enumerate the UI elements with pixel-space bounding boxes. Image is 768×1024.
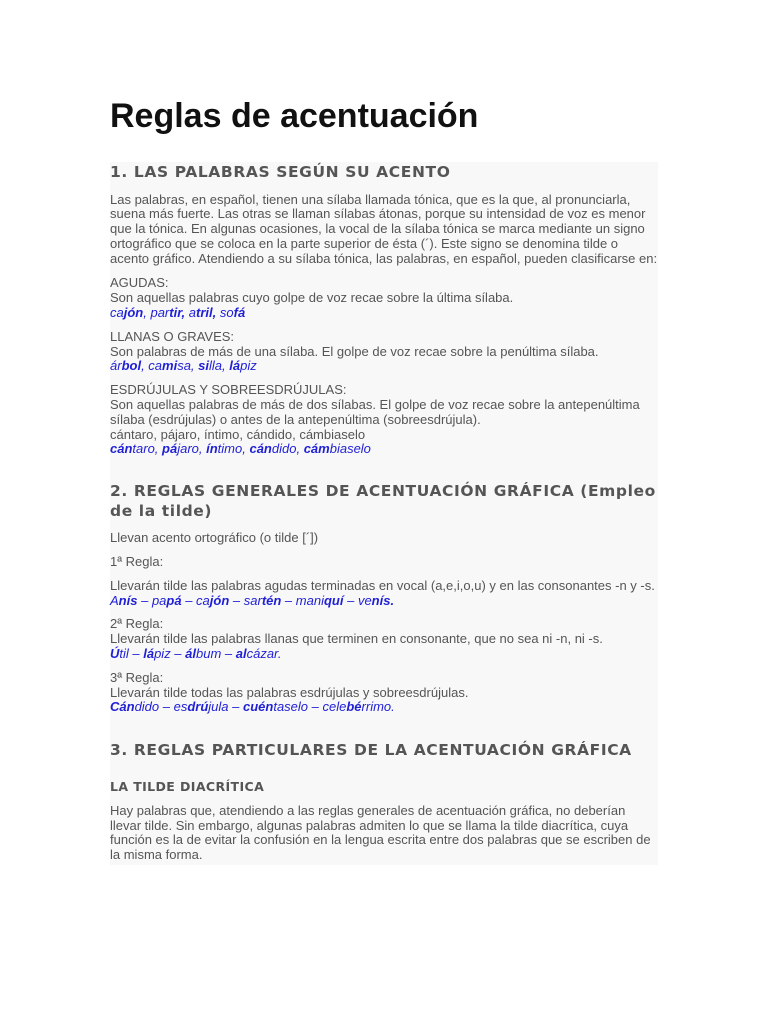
section-1-heading: 1. LAS PALABRAS SEGÚN SU ACENTO	[110, 163, 451, 181]
example-word-pre: ca	[196, 592, 210, 608]
rule-1-examples	[110, 594, 658, 609]
example-word-stress: quí	[323, 592, 344, 608]
example-word-stress: ín	[206, 441, 218, 457]
example-word-stress: tén	[261, 592, 282, 608]
llanas-label: LLANAS O GRAVES:	[110, 328, 235, 344]
example-word-stress: tir,	[169, 305, 186, 321]
example-word-pre: mani	[295, 592, 324, 608]
example-word-pre: ár	[110, 358, 122, 374]
agudas-label: AGUDAS:	[110, 275, 169, 291]
example-word-stress: drú	[187, 699, 209, 715]
example-word-post: taro,	[132, 441, 163, 457]
example-word-stress: cuén	[243, 699, 274, 715]
rule-2-text: Llevarán tilde las palabras llanas que terminen en consonante, que no sea ni -n, ni -s.	[110, 631, 603, 647]
rule-1-text: Llevarán tilde las palabras agudas terminadas en vocal (a,e,i,o,u) y en las consonantes -n y -s.	[110, 577, 655, 593]
example-word-post: –	[343, 592, 358, 608]
esdrujulas-block	[110, 383, 658, 457]
example-word	[162, 441, 206, 456]
rule-3-block	[110, 671, 658, 715]
example-word	[206, 441, 249, 456]
example-word-stress: cám	[303, 441, 330, 457]
example-word-pre: ca	[110, 305, 124, 321]
page-title: Reglas de acentuación	[110, 97, 479, 135]
example-word-post: rrimo.	[361, 699, 395, 715]
example-word	[244, 593, 296, 608]
example-word-stress: al	[235, 646, 247, 662]
llanas-block	[110, 330, 658, 374]
example-word	[110, 358, 148, 373]
example-word	[296, 593, 358, 608]
example-word-pre: A	[110, 592, 119, 608]
rule-2-examples	[110, 647, 658, 662]
rule-3-label: 3ª Regla:	[110, 669, 164, 685]
section-3-heading: 3. REGLAS PARTICULARES DE LA ACENTUACIÓN GRÁFICA	[110, 741, 632, 760]
example-word-post: –	[281, 592, 296, 608]
example-word-post: lla,	[209, 358, 230, 374]
example-word	[323, 699, 395, 714]
example-word-stress: pá	[162, 441, 178, 457]
example-word	[236, 646, 282, 661]
esdrujulas-plain: cántaro, pájaro, íntimo, cándido, cámbiaselo	[110, 426, 366, 442]
esdrujulas-text: Son aquellas palabras de más de dos sílabas. El golpe de voz recae sobre la antepenúltima sílaba (esdrújulas) o antes de la antepenúltima (sobreesdrújula).	[110, 397, 640, 427]
example-word-post: –	[137, 592, 152, 608]
example-word	[249, 441, 303, 456]
example-word	[196, 593, 244, 608]
example-word	[150, 305, 188, 320]
example-word	[143, 646, 185, 661]
example-word-stress: bé	[346, 699, 362, 715]
example-word-pre: cele	[322, 699, 347, 715]
example-word-stress: mi	[162, 358, 178, 374]
example-word-pre: par	[150, 305, 170, 321]
section-1-intro: Las palabras, en español, tienen una sílaba llamada tónica, que es la que, al pronunciarla, suena más fuerte. Las otras se llaman sílabas átonas, porque su intensidad de voz es menor que la tónica. En algunas ocasiones, la vocal de la sílaba tónica se marca mediante un signo ortográfico que se coloca en la parte superior de ésta (´). Este signo se denomina tilde o acento gráfico. Atendiendo a su sílaba tónica, las palabras, en español, pueden clasificarse en:	[110, 191, 658, 266]
example-word-post: dido,	[271, 441, 304, 457]
content-panel	[110, 162, 658, 865]
example-word-post: ,	[143, 305, 151, 321]
example-word	[243, 699, 323, 714]
rule-1-label: 1ª Regla:	[110, 554, 164, 570]
example-word-post: jaro,	[177, 441, 207, 457]
rule-1-block	[110, 579, 658, 609]
example-word	[152, 593, 196, 608]
example-word-pre: pa	[151, 592, 167, 608]
example-word-post: biaselo	[329, 441, 371, 457]
example-word-stress: ál	[185, 646, 196, 662]
esdrujulas-label: ESDRÚJULAS Y SOBREESDRÚJULAS:	[110, 382, 347, 398]
example-word-stress: tril,	[196, 305, 217, 321]
example-word-stress: bol	[121, 358, 142, 374]
example-word-post: bum –	[196, 646, 236, 662]
example-word-pre: es	[173, 699, 188, 715]
agudas-text: Son aquellas palabras cuyo golpe de voz recae sobre la última sílaba.	[110, 290, 514, 306]
example-word-stress: nís.	[371, 592, 395, 608]
example-word-post: taselo –	[273, 699, 323, 715]
section-2-heading: 2. REGLAS GENERALES DE ACENTUACIÓN GRÁFICA (Empleo de la tilde)	[110, 482, 656, 520]
example-word-post: piz	[240, 358, 257, 374]
esdrujulas-examples	[110, 442, 658, 457]
example-word	[220, 305, 245, 320]
example-word-post: sa,	[177, 358, 199, 374]
example-word-stress: jón	[209, 592, 230, 608]
example-word	[110, 593, 152, 608]
example-word-stress: lá	[229, 358, 241, 374]
example-word	[110, 646, 143, 661]
example-word-stress: cán	[110, 441, 133, 457]
example-word	[110, 441, 162, 456]
example-word-pre: ve	[357, 592, 372, 608]
example-word-stress: si	[198, 358, 210, 374]
llanas-examples	[110, 359, 658, 374]
example-word	[174, 699, 243, 714]
example-word-stress: pá	[166, 592, 182, 608]
example-word-stress: Ú	[110, 646, 120, 662]
example-word-post: timo,	[217, 441, 250, 457]
agudas-examples	[110, 306, 658, 321]
llanas-text: Son palabras de más de una sílaba. El golpe de voz recae sobre la penúltima sílaba.	[110, 343, 599, 359]
tilde-diacritica-heading: LA TILDE DIACRÍTICA	[110, 778, 265, 794]
example-word	[229, 358, 256, 373]
example-word-stress: nís	[118, 592, 138, 608]
example-word	[189, 305, 220, 320]
rule-2-label: 2ª Regla:	[110, 616, 164, 632]
example-word-pre: so	[219, 305, 234, 321]
example-word-post: ,	[141, 358, 149, 374]
example-word	[358, 593, 394, 608]
rule-3-text: Llevarán tilde todas las palabras esdrújulas y sobreesdrújulas.	[110, 684, 469, 700]
agudas-block	[110, 276, 658, 320]
example-word	[185, 646, 236, 661]
rule-3-examples	[110, 700, 658, 715]
example-word-pre: a	[188, 305, 197, 321]
example-word	[148, 358, 198, 373]
example-word-stress: lá	[143, 646, 155, 662]
example-word-pre: ca	[148, 358, 163, 374]
example-word-post: piz –	[154, 646, 186, 662]
example-word-stress: jón	[123, 305, 144, 321]
example-word	[304, 441, 371, 456]
example-word	[110, 305, 150, 320]
example-word-pre: sar	[243, 592, 262, 608]
section-3-text: Hay palabras que, atendiendo a las reglas generales de acentuación gráfica, no deberían llevar tilde. Sin embargo, algunas palabras admiten lo que se llama la tilde diacrítica, cuya función es la de evitar la confusión en la lengua escrita entre dos palabras que se escriben de la misma forma.	[110, 802, 651, 863]
rule-2-block	[110, 617, 658, 661]
example-word-post: –	[181, 592, 197, 608]
example-word-stress: cán	[249, 441, 272, 457]
section-2-intro: Llevan acento ortográfico (o tilde [´])	[110, 530, 319, 546]
example-word-post: cázar.	[246, 646, 282, 662]
example-word	[198, 358, 229, 373]
example-word-post: –	[229, 592, 244, 608]
example-word-post: jula –	[208, 699, 243, 715]
example-word-stress: Cán	[110, 699, 135, 715]
example-word-post: til –	[119, 646, 144, 662]
example-word	[110, 699, 174, 714]
example-word-stress: fá	[233, 305, 246, 321]
example-word-post: dido –	[134, 699, 174, 715]
